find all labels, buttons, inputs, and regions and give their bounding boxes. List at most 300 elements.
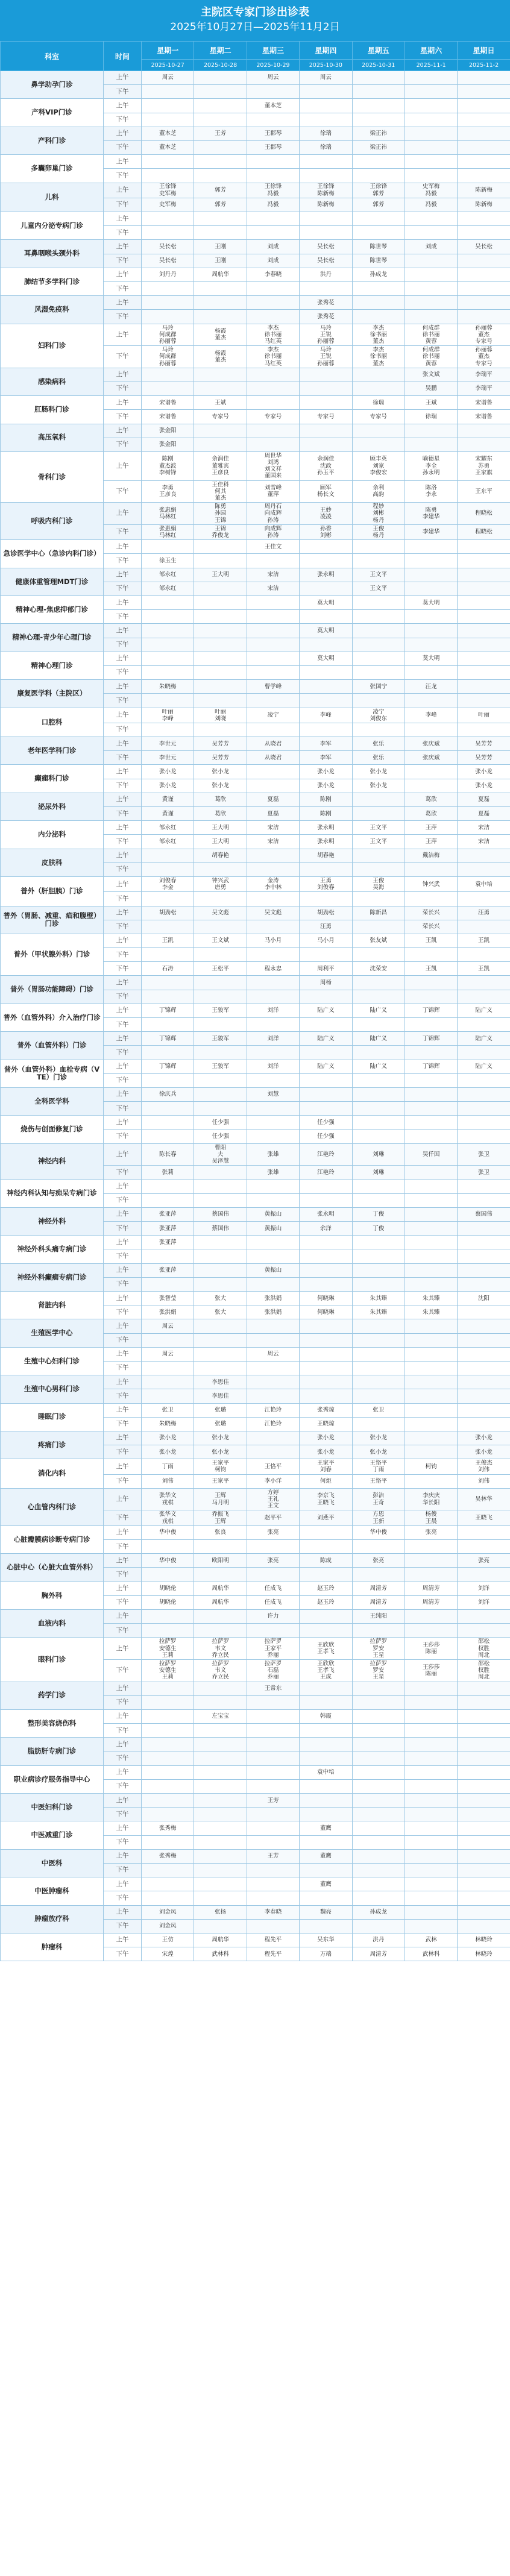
doctor-cell (458, 1180, 510, 1193)
doctor-cell (405, 296, 457, 310)
schedule-row (1, 1905, 510, 1919)
doctor-cell (247, 1891, 299, 1905)
schedule-row (1, 1004, 510, 1017)
time-slot: 上午 (104, 876, 142, 891)
doctor-cell (300, 1361, 352, 1375)
doctor-cell: 彭洁 王奇 (352, 1488, 405, 1510)
doctor-cell (194, 169, 247, 183)
doctor-cell: 荣长兴 (405, 920, 457, 934)
doctor-cell: 刘琳 (352, 1166, 405, 1180)
doctor-cell: 专家号 (300, 410, 352, 424)
day-header-mon: 星期一 (142, 42, 194, 60)
doctor-cell (142, 1375, 194, 1389)
schedule-row (1, 183, 510, 198)
doctor-cell (300, 155, 352, 169)
doctor-cell (352, 990, 405, 1004)
doctor-cell: 宋谱鲁 (458, 396, 510, 410)
doctor-cell: 王徐锋 冯毅 (247, 183, 299, 198)
doctor-cell (352, 1087, 405, 1101)
doctor-cell: 张小龙 (194, 1431, 247, 1445)
dept-name: 中医科 (1, 1849, 104, 1877)
doctor-cell (352, 1919, 405, 1933)
doctor-cell (247, 85, 299, 99)
doctor-cell: 王凯 (405, 962, 457, 976)
doctor-cell (194, 1347, 247, 1361)
doctor-cell: 张小龙 (142, 1445, 194, 1459)
doctor-cell: 张小龙 (142, 1431, 194, 1445)
day-header-sat: 星期六 (405, 42, 457, 60)
doctor-cell: 陈洛 李永 (405, 480, 457, 503)
doctor-cell (352, 1891, 405, 1905)
doctor-cell (405, 610, 457, 624)
doctor-cell (458, 1525, 510, 1539)
doctor-cell (247, 638, 299, 652)
doctor-cell (300, 1682, 352, 1695)
doctor-cell: 荣长兴 (405, 906, 457, 920)
doctor-cell (247, 892, 299, 906)
doctor-cell: 顾军 杨长文 (300, 480, 352, 503)
doctor-cell: 莫大明 (300, 652, 352, 665)
doctor-cell (300, 1180, 352, 1193)
doctor-cell (194, 1919, 247, 1933)
dept-name: 脂肪肝专病门诊 (1, 1738, 104, 1765)
doctor-cell: 张小龙 (352, 765, 405, 779)
doctor-cell (405, 1263, 457, 1277)
dept-name: 急诊医学中心（急诊内科门诊） (1, 540, 104, 568)
doctor-cell: 张秀梅 (142, 1821, 194, 1835)
doctor-cell (194, 1724, 247, 1738)
doctor-cell: 李杰 徐书丽 董杰 (352, 346, 405, 368)
doctor-cell (458, 424, 510, 438)
time-slot: 下午 (104, 638, 142, 652)
doctor-cell: 林晓玲 (458, 1933, 510, 1947)
doctor-cell (405, 1709, 457, 1723)
doctor-cell: 张洪娟 (247, 1305, 299, 1319)
doctor-cell: 张友斌 (352, 934, 405, 947)
doctor-cell (142, 1609, 194, 1623)
time-slot: 下午 (104, 1249, 142, 1263)
doctor-cell (194, 226, 247, 240)
doctor-cell: 陆广义 (300, 1032, 352, 1046)
doctor-cell: 张惠娟 马林红 (142, 503, 194, 525)
time-slot: 上午 (104, 793, 142, 806)
doctor-cell (194, 892, 247, 906)
doctor-cell (247, 1116, 299, 1129)
doctor-cell: 王大明 (194, 835, 247, 849)
doctor-cell: 华中俊 (142, 1554, 194, 1568)
doctor-cell: 刘雪峰 董萍 (247, 480, 299, 503)
schedule-row (1, 127, 510, 140)
doctor-cell (300, 892, 352, 906)
doctor-cell: 余润佳 沈政 孙玉平 (300, 451, 352, 480)
doctor-cell: 王凯 (142, 934, 194, 947)
doctor-cell (405, 212, 457, 226)
doctor-cell: 任少强 (300, 1129, 352, 1143)
doctor-cell: 张小龙 (458, 765, 510, 779)
doctor-cell (194, 99, 247, 113)
doctor-cell: 陆广义 (458, 1032, 510, 1046)
doctor-cell (458, 1249, 510, 1263)
time-slot: 上午 (104, 1180, 142, 1193)
doctor-cell: 王骏军 (194, 1060, 247, 1073)
schedule-row (1, 268, 510, 281)
doctor-cell (352, 849, 405, 862)
doctor-cell (405, 1207, 457, 1221)
doctor-cell (247, 1249, 299, 1263)
doctor-cell (300, 1738, 352, 1751)
doctor-cell: 吴长松 (458, 240, 510, 254)
doctor-cell: 张小龙 (300, 779, 352, 793)
dept-name: 肺结节多学科门诊 (1, 268, 104, 295)
doctor-cell: 张小龙 (194, 765, 247, 779)
doctor-cell: 邹永红 (142, 582, 194, 595)
time-slot: 下午 (104, 1659, 142, 1682)
doctor-cell (458, 1835, 510, 1849)
doctor-cell: 方婷 王礼 王文 (247, 1488, 299, 1510)
doctor-cell: 吴芳芳 (458, 737, 510, 751)
doctor-cell (247, 1779, 299, 1793)
schedule-row (1, 1582, 510, 1595)
time-slot: 下午 (104, 310, 142, 324)
time-slot: 下午 (104, 1624, 142, 1638)
doctor-cell: 刘伟 (458, 1474, 510, 1488)
time-slot: 上午 (104, 1638, 142, 1660)
doctor-cell (405, 113, 457, 127)
doctor-cell (194, 976, 247, 990)
doctor-cell (194, 1046, 247, 1060)
doctor-cell: 王辉 马月明 (194, 1488, 247, 1510)
doctor-cell: 张良 (194, 1525, 247, 1539)
doctor-cell: 李军 (300, 737, 352, 751)
doctor-cell (458, 282, 510, 296)
doctor-cell: 董鹰 (300, 1821, 352, 1835)
doctor-cell (194, 1624, 247, 1638)
doctor-cell (458, 1018, 510, 1032)
doctor-cell: 陈勇 孙园 王锦 (194, 503, 247, 525)
doctor-cell (247, 1073, 299, 1087)
doctor-cell (194, 1682, 247, 1695)
doctor-cell (405, 268, 457, 281)
doctor-cell (352, 723, 405, 737)
doctor-cell: 邹永红 (142, 835, 194, 849)
doctor-cell: 程先平 (247, 1947, 299, 1961)
doctor-cell: 王妙 凌凌 (300, 503, 352, 525)
doctor-cell (142, 226, 194, 240)
doctor-cell: 吴芳芳 (458, 751, 510, 765)
doctor-cell (458, 1046, 510, 1060)
doctor-cell: 李军 (300, 751, 352, 765)
doctor-cell: 董鹰 (300, 1877, 352, 1891)
doctor-cell: 张小龙 (300, 1431, 352, 1445)
doctor-cell: 刘丹丹 (142, 268, 194, 281)
doctor-cell: 周利平 (300, 962, 352, 976)
doctor-cell: 周航华 (194, 1933, 247, 1947)
dept-name: 产科VIP门诊 (1, 99, 104, 127)
doctor-cell (247, 1751, 299, 1765)
doctor-cell: 张乐 (352, 751, 405, 765)
schedule-row (1, 708, 510, 723)
doctor-cell: 张金阳 (142, 438, 194, 451)
time-slot: 下午 (104, 920, 142, 934)
doctor-cell: 王莎莎 陈丽 (405, 1659, 457, 1682)
doctor-cell: 韩霞 (300, 1709, 352, 1723)
doctor-cell: 陆广义 (458, 1060, 510, 1073)
doctor-cell: 张华文 戎棋 (142, 1510, 194, 1525)
doctor-cell (352, 610, 405, 624)
doctor-cell (142, 1891, 194, 1905)
doctor-cell: 顾丰英 刘家 李俊宏 (352, 451, 405, 480)
doctor-cell (405, 1018, 457, 1032)
doctor-cell (300, 1609, 352, 1623)
doctor-cell (458, 1389, 510, 1403)
doctor-cell (458, 1073, 510, 1087)
doctor-cell: 莫大明 (300, 624, 352, 638)
time-slot: 下午 (104, 1947, 142, 1961)
time-slot: 上午 (104, 1682, 142, 1695)
doctor-cell (405, 310, 457, 324)
doctor-cell: 夏磊 (247, 807, 299, 821)
doctor-cell: 许力 (247, 1609, 299, 1623)
doctor-cell (142, 1193, 194, 1207)
dept-name: 心脏中心（心脏大血管外科） (1, 1554, 104, 1582)
time-slot: 上午 (104, 680, 142, 694)
doctor-cell: 王斌 (194, 396, 247, 410)
doctor-cell: 郭芳 (194, 198, 247, 212)
doctor-cell (194, 1249, 247, 1263)
doctor-cell: 胡春艳 (300, 849, 352, 862)
doctor-cell (194, 1540, 247, 1554)
doctor-cell: 张亚萍 (142, 1222, 194, 1236)
doctor-cell (194, 1808, 247, 1821)
time-slot: 下午 (104, 254, 142, 268)
doctor-cell: 拉萨罗 韦文 乔立民 (194, 1659, 247, 1682)
doctor-cell (247, 1863, 299, 1877)
doctor-cell: 江艳玲 (300, 1143, 352, 1166)
doctor-cell: 葛欣 (405, 793, 457, 806)
time-slot: 上午 (104, 1236, 142, 1249)
time-slot: 下午 (104, 1540, 142, 1554)
doctor-cell: 王欣欣 王孝飞 (300, 1638, 352, 1660)
doctor-cell: 吴文彪 (247, 906, 299, 920)
doctor-cell (405, 1236, 457, 1249)
schedule-row (1, 503, 510, 525)
date-header-wed: 2025-10-29 (247, 60, 299, 71)
doctor-cell (247, 610, 299, 624)
doctor-cell (458, 862, 510, 876)
doctor-cell (300, 1794, 352, 1808)
doctor-cell: 夏磊 (458, 793, 510, 806)
time-slot: 上午 (104, 1877, 142, 1891)
doctor-cell: 李春晓 (247, 268, 299, 281)
doctor-cell: 马玲 王锐 孙丽蓉 (300, 346, 352, 368)
dept-name: 妇科门诊 (1, 324, 104, 368)
doctor-cell: 葛欣 (194, 807, 247, 821)
doctor-cell: 张大 (194, 1292, 247, 1305)
doctor-cell: 孙成龙 (352, 1905, 405, 1919)
doctor-cell (405, 1738, 457, 1751)
doctor-cell (247, 1835, 299, 1849)
schedule-row (1, 737, 510, 751)
doctor-cell: 王家平 (194, 1474, 247, 1488)
doctor-cell (194, 723, 247, 737)
doctor-cell: 从晓君 (247, 737, 299, 751)
doctor-cell (458, 1821, 510, 1835)
doctor-cell (405, 1849, 457, 1863)
doctor-cell (458, 1919, 510, 1933)
doctor-cell (405, 424, 457, 438)
doctor-cell (194, 862, 247, 876)
time-slot: 下午 (104, 723, 142, 737)
doctor-cell (300, 382, 352, 395)
doctor-cell (352, 1835, 405, 1849)
time-slot: 上午 (104, 1087, 142, 1101)
doctor-cell (458, 723, 510, 737)
doctor-cell: 张金阳 (142, 424, 194, 438)
doctor-cell: 周云 (142, 71, 194, 85)
doctor-cell: 王俊杰 刘伟 (458, 1459, 510, 1474)
doctor-cell: 王萍 (405, 821, 457, 835)
doctor-cell (405, 694, 457, 708)
doctor-cell (194, 368, 247, 382)
time-slot: 下午 (104, 751, 142, 765)
doctor-cell (194, 212, 247, 226)
doctor-cell (352, 424, 405, 438)
dept-name: 眼科门诊 (1, 1638, 104, 1682)
doctor-cell (352, 1682, 405, 1695)
doctor-cell (352, 665, 405, 679)
doctor-cell (458, 1116, 510, 1129)
doctor-cell: 戴洁梅 (405, 849, 457, 862)
doctor-cell (458, 1863, 510, 1877)
dept-name: 消化内科 (1, 1459, 104, 1489)
time-slot: 上午 (104, 1738, 142, 1751)
doctor-cell: 江艳玲 (247, 1417, 299, 1431)
time-slot: 下午 (104, 1417, 142, 1431)
doctor-cell: 陆广义 (352, 1004, 405, 1017)
doctor-cell (405, 1751, 457, 1765)
doctor-cell: 丁锦辉 (142, 1032, 194, 1046)
doctor-cell (352, 652, 405, 665)
doctor-cell: 专家号 (194, 410, 247, 424)
doctor-cell (405, 1129, 457, 1143)
time-slot: 下午 (104, 1361, 142, 1375)
doctor-cell: 王大明 (194, 821, 247, 835)
dept-name: 皮肤科 (1, 849, 104, 876)
doctor-cell (247, 1808, 299, 1821)
doctor-cell: 王恪平 (352, 1474, 405, 1488)
doctor-cell: 周云 (142, 1347, 194, 1361)
doctor-cell: 钟兴武 唐勇 (194, 876, 247, 891)
time-slot: 下午 (104, 1073, 142, 1087)
doctor-cell (352, 1765, 405, 1779)
dept-name: 肿瘤科 (1, 1933, 104, 1961)
doctor-cell: 方恩 王新 (352, 1510, 405, 1525)
doctor-cell (142, 540, 194, 554)
doctor-cell: 武林 (405, 1933, 457, 1947)
doctor-cell (352, 638, 405, 652)
doctor-cell (405, 1102, 457, 1116)
doctor-cell (352, 1361, 405, 1375)
dept-name: 神经内科认知与痴呆专病门诊 (1, 1180, 104, 1207)
doctor-cell (405, 1779, 457, 1793)
doctor-cell (247, 382, 299, 395)
doctor-cell (142, 1794, 194, 1808)
doctor-cell (300, 694, 352, 708)
dept-name: 胸外科 (1, 1582, 104, 1609)
doctor-cell (194, 665, 247, 679)
doctor-cell (247, 596, 299, 610)
time-slot: 下午 (104, 1863, 142, 1877)
doctor-cell (300, 368, 352, 382)
doctor-cell (194, 1263, 247, 1277)
time-slot: 上午 (104, 1525, 142, 1539)
doctor-cell (194, 1087, 247, 1101)
schedule-row (1, 1738, 510, 1751)
time-slot: 上午 (104, 765, 142, 779)
doctor-cell (300, 990, 352, 1004)
doctor-cell (300, 1087, 352, 1101)
doctor-cell: 胡春艳 (194, 849, 247, 862)
doctor-cell: 刘洋 (458, 1595, 510, 1609)
doctor-cell (247, 1361, 299, 1375)
time-slot: 上午 (104, 1403, 142, 1417)
doctor-cell (300, 1835, 352, 1849)
doctor-cell: 刘洋 (247, 1032, 299, 1046)
doctor-cell (247, 113, 299, 127)
doctor-cell (352, 113, 405, 127)
doctor-cell: 吴芳芳 (194, 737, 247, 751)
dept-name: 药学门诊 (1, 1682, 104, 1709)
doctor-cell (300, 1751, 352, 1765)
time-slot: 下午 (104, 1166, 142, 1180)
doctor-cell (352, 282, 405, 296)
doctor-cell: 丁锦辉 (405, 1060, 457, 1073)
doctor-cell: 丁锦辉 (142, 1060, 194, 1073)
doctor-cell (194, 296, 247, 310)
time-slot: 下午 (104, 382, 142, 395)
doctor-cell (352, 1129, 405, 1143)
doctor-cell: 专家号 (247, 410, 299, 424)
doctor-cell (142, 976, 194, 990)
time-slot: 下午 (104, 1919, 142, 1933)
doctor-cell: 王俊 杨丹 (352, 524, 405, 539)
doctor-cell: 汪勇 (458, 906, 510, 920)
doctor-cell: 武林科 (194, 1947, 247, 1961)
doctor-cell (405, 892, 457, 906)
doctor-cell: 王东平 (458, 480, 510, 503)
schedule-row (1, 1709, 510, 1723)
dept-name: 普外（胃肠、减重、疝和腹壁）门诊 (1, 906, 104, 934)
doctor-cell: 史军梅 (142, 198, 194, 212)
doctor-cell (247, 554, 299, 568)
time-slot: 下午 (104, 779, 142, 793)
date-header-tue: 2025-10-28 (194, 60, 247, 71)
day-header-sun: 星期日 (458, 42, 510, 60)
doctor-cell: 张大 (194, 1305, 247, 1319)
doctor-cell (194, 1236, 247, 1249)
doctor-cell: 王佳文 (247, 540, 299, 554)
doctor-cell: 王刚 (194, 240, 247, 254)
doctor-cell: 李杰 徐书丽 马红英 (247, 324, 299, 346)
doctor-cell (300, 1919, 352, 1933)
doctor-cell (300, 1046, 352, 1060)
schedule-row (1, 976, 510, 990)
doctor-cell: 李世元 (142, 737, 194, 751)
doctor-cell: 梁正祎 (352, 127, 405, 140)
doctor-cell (194, 1193, 247, 1207)
doctor-cell (405, 1445, 457, 1459)
doctor-cell: 王文平 (352, 821, 405, 835)
